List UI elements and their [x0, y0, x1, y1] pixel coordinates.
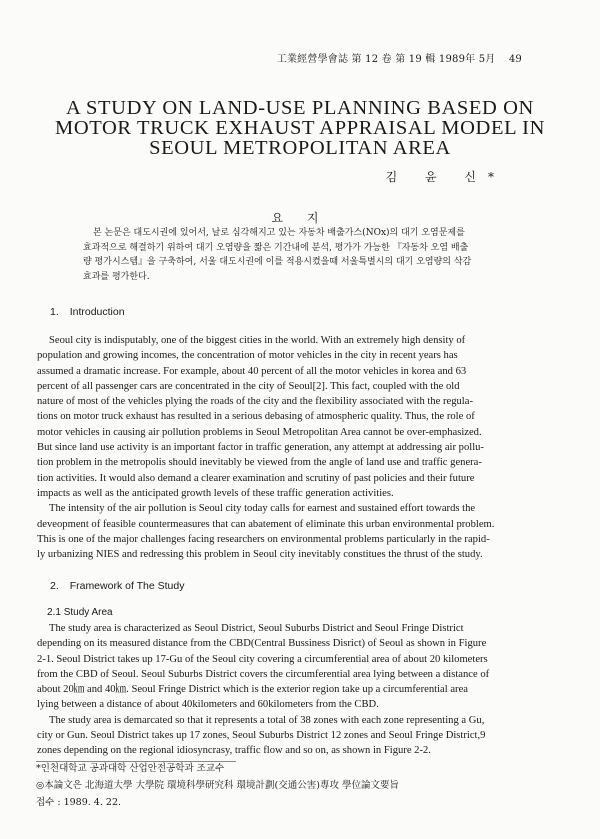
journal-citation: 工業經營學會誌 第 12 卷 第 19 輯 1989年 5月 — [276, 54, 496, 65]
study-area-body — [37, 621, 569, 759]
body-line: zones depending on the regional idiosyncrasy, traffic flow and so on, as shown in Figure 2-2. — [37, 745, 431, 757]
abstract-line: 효과적으로 해결하기 위하여 대기 오염량을 짧은 기간내에 분석, 평가가 가능한 『자동차 오염 배출 — [83, 242, 469, 253]
section-title: Introduction — [69, 306, 125, 318]
abstract-line: 효과를 평가한다. — [83, 271, 150, 282]
thesis-note: ◎本論文은 北海道大學 大學院 環境科學研究科 環境計劃(交通公害)專攻 學位論文要旨 — [36, 780, 399, 791]
body-line: This is one of the major challenges facing researchers on environmental problems particularly in the rapid- — [37, 533, 490, 545]
author-affiliation: *인천대학교 공과대학 산업안전공학과 조교수 — [36, 763, 225, 774]
body-line: ly urbanizing NIES and redressing this problem in Seoul city inevitably constitues the thrust of the study. — [37, 549, 483, 561]
body-line: assumed a dramatic increase. For example, about 40 percent of all the motor vehicles in korea and 63 — [37, 365, 467, 377]
abstract-line: 량 평가시스템』을 구축하여, 서울 대도시권에 이를 적용시켰을때 서울특별시의 대기 오염량의 삭감 — [83, 257, 472, 267]
footnotes — [36, 760, 556, 811]
paper-title — [20, 98, 580, 158]
body-line: population and growing incomes, the concentration of motor vehicles in the city in recent years has — [37, 350, 458, 362]
section-number: 2. — [50, 580, 59, 592]
abstract-heading: 요 지 — [271, 211, 329, 225]
body-line: tions on motor truck exhaust has resulted in a serious debasing of atmospheric quality. Thus, the role of — [37, 411, 475, 423]
section-heading — [50, 580, 184, 592]
body-line: impacts as well as the anticipated growth levels of these traffic generation activities. — [37, 487, 394, 499]
body-line: tion activities. It would also demand a clearer examination and scrutiny of past policies and their future — [37, 472, 475, 484]
body-line: motor vehicles in causing air pollution problems in Seoul Metropolitan Area cannot be over-emphasized. — [37, 426, 482, 438]
body-line: about 20㎞ and 40㎞. Seoul Fringe District which is the exterior region take up a circumferential area — [37, 684, 468, 696]
body-line: depending on its measured distance from the CBD(Central Bussiness Disrict) of Seoul as shown in Figure — [37, 638, 487, 650]
section-heading — [50, 306, 125, 318]
body-line: But since land use activity is an important factor in traffic generation, any attempt at addressing air pollu- — [37, 442, 484, 454]
page-number: 49 — [508, 54, 522, 65]
body-line: from the CBD of Seoul. Seoul Suburbs District covers the circumferential area lying between a distance of — [37, 668, 490, 680]
body-line: The intensity of the air pollution is Seoul city today calls for earnest and sustained effort towards the — [49, 503, 476, 515]
body-line: Seoul city is indisputably, one of the biggest cities in the world. With an extremely high density of — [49, 335, 466, 346]
received-date: 접수 : 1989. 4. 22. — [36, 797, 122, 808]
section-number: 1. — [50, 306, 59, 318]
subsection-heading — [47, 607, 113, 618]
body-line: The study area is demarcated so that it represents a total of 38 zones with each zone representing a Gu, — [49, 714, 485, 726]
title-line: SEOUL METROPOLITAN AREA — [149, 137, 451, 159]
title-line: A STUDY ON LAND-USE PLANNING BASED ON — [66, 97, 534, 119]
body-line: percent of all passenger cars are concentrated in the city of Seoul[2]. This fact, coupled with the old — [37, 380, 460, 392]
body-line: city or Gun. Seoul District takes up 17 zones, Seoul Suburbs District 12 zones and Seoul Fringe District,9 — [37, 730, 486, 742]
abstract — [83, 226, 533, 284]
running-header — [277, 50, 522, 65]
body-line: lying between a distance of about 40kilometers and 60kilometers from the CBD. — [37, 699, 379, 711]
body-line: The study area is characterized as Seoul District, Seoul Suburbs District and Seoul Fringe District — [49, 623, 464, 634]
subsection-number: 2.1 — [47, 607, 61, 618]
subsection-title: Study Area — [63, 607, 113, 618]
body-line: 2-1. Seoul District takes up 17-Gu of the Seoul city covering a circumferential area of about 20 kilometers — [37, 653, 488, 665]
introduction-body — [37, 333, 569, 562]
body-line: deveopment of feasible countermeasures that can abatement of eliminate this urban environmental problem. — [37, 518, 495, 530]
body-line: nature of most of the vehicles plying the roads of the city and the flexibility associated with the regula- — [37, 396, 473, 408]
body-line: tion problem in the metropolis should inevitably be viewed from the angle of land use and traffic genera- — [37, 457, 482, 469]
abstract-line: 본 논문은 대도시권에 있어서, 날로 심각해지고 있는 자동차 배출가스(NOx)의 대기 오염문제를 — [93, 228, 465, 238]
title-line: MOTOR TRUCK EXHAUST APPRAISAL MODEL IN — [55, 117, 545, 139]
section-title: Framework of The Study — [69, 580, 185, 592]
author-name: 김 윤 신* — [385, 170, 506, 184]
